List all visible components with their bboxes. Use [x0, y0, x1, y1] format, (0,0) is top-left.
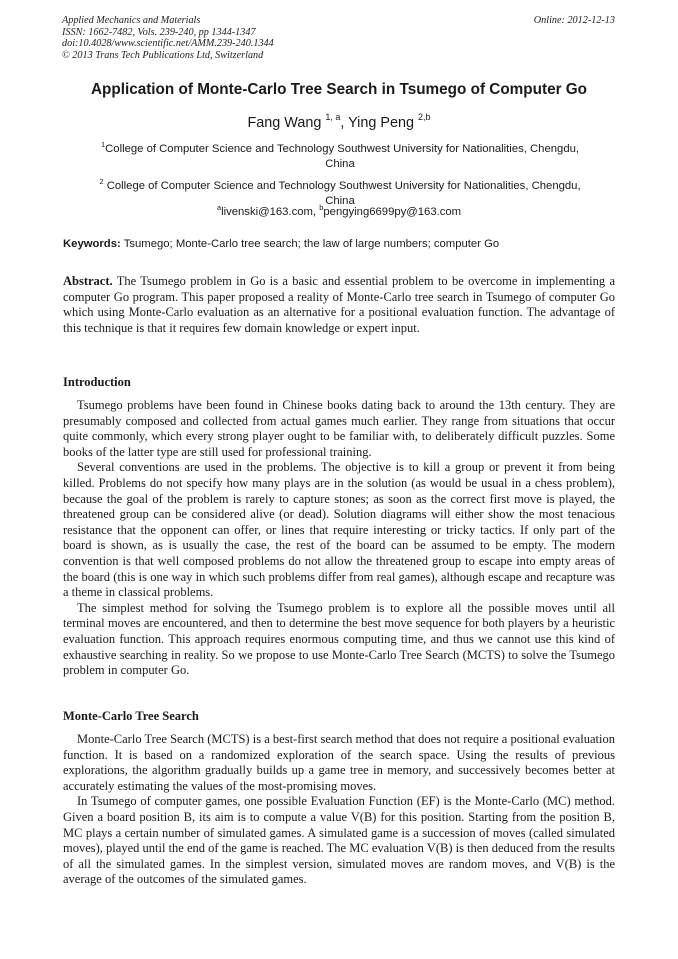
paragraph: Tsumego problems have been found in Chinese books dating back to around the 13th century. They are presumably composed and collected from actual games much earlier. They range from situations that occur quite commonly, which every strong player ought to be familiar with, to deliberately difficult puzzles. Some books of the latter type are still used for professional training.: [63, 398, 615, 459]
author-affiliation-mark: 2,b: [417, 112, 431, 122]
section-body: [63, 732, 615, 888]
keywords: [63, 238, 615, 250]
affiliation-mark: 2: [99, 177, 104, 186]
online-date: Online: 2012-12-13: [533, 15, 615, 26]
issn-line: ISSN: 1662-7482, Vols. 239-240, pp 1344-1347: [62, 26, 256, 38]
paragraph: In Tsumego of computer games, one possible Evaluation Function (EF) is the Monte-Carlo (MC) method. Given a board position B, its aim is to compute a value V(B) for this position. Starting from the position B, MC plays a certain number of simulated games. A simulated game is a succession of moves (called simulated moves), played until the end of the game is reached. The MC evaluation V(B) is then deduced from the results of all the simulated games. In the simplest version, simulated moves are random moves, and V(B) is the average of the outcomes of the simulated games.: [63, 794, 615, 887]
author-separator: ,: [340, 114, 349, 131]
author-name: Fang Wang: [247, 114, 322, 131]
affiliation-text: College of Computer Science and Technology Southwest University for Nationalities, Chengdu, China: [106, 179, 581, 208]
abstract: [63, 274, 615, 336]
abstract-text: The Tsumego problem in Go is a basic and essential problem to be overcome in implementing a computer Go program. This paper proposed a reality of Monte-Carlo tree search in Tsumego of computer Go which using Monte-Carlo evaluation as an alternative for a positional evaluation function. The advantage of this technique is that it requires few domain knowledge or expert input.: [63, 274, 615, 335]
doi-line: doi:10.4028/www.scientific.net/AMM.239-240.1344: [62, 38, 274, 50]
section-body: [63, 398, 615, 679]
section-heading: Introduction: [63, 375, 131, 389]
affiliation: [90, 137, 590, 173]
paragraph: The simplest method for solving the Tsumego problem is to explore all the possible moves until all terminal moves are encountered, and then to determine the best move sequence for both players by a heuristic evaluation function. This approach requires enormous computing time, and thus we cannot use this kind of exhaustive searching in reality. So we propose to use Monte-Carlo Tree Search (MCTS) to solve the Tsumego problem in computer Go.: [63, 600, 615, 678]
affiliation-mark: 1: [100, 140, 106, 149]
journal-metadata: [62, 15, 274, 61]
affiliation-text: College of Computer Science and Technology Southwest University for Nationalities, Chengdu, China: [105, 142, 580, 171]
abstract-label: Abstract.: [63, 274, 113, 288]
copyright-line: © 2013 Trans Tech Publications Ltd, Switzerland: [62, 49, 264, 61]
email-address: pengying6699py@163.com: [323, 205, 462, 218]
journal-name: Applied Mechanics and Materials: [62, 15, 201, 26]
paragraph: Monte-Carlo Tree Search (MCTS) is a best-first search method that does not require a positional evaluation function. It is based on a randomized exploration of the search space. Using the results of previous explorations, the algorithm gradually builds up a game tree in memory, and successively becomes better at accurately estimating the values of the most-promising moves.: [63, 732, 615, 793]
author-line: [0, 113, 678, 131]
email-line: [0, 203, 678, 218]
section-heading: Monte-Carlo Tree Search: [63, 709, 199, 723]
author-affiliation-mark: 1, a: [325, 112, 341, 122]
author-name: Ying Peng: [348, 114, 414, 131]
keywords-label: Keywords:: [63, 238, 121, 250]
email-address: livenski@163.com,: [221, 205, 320, 218]
paragraph: Several conventions are used in the problems. The objective is to kill a group or prevent it from being killed. Problems do not specify how many plays are in the solution (as would be usual in a chess problem), because the goal of the problem is rarely to capture stones; as soon as the correct first move is played, the threatened group can be considered alive (or dead). Solution diagrams will either show the most tenacious resistance that the opponent can offer, or lines that require interesting or tricky tactics. If only part of the board is shown, as is usually the case, the rest of the board can be assumed to be empty. The modern convention is that well composed problems do not allow the threatened group to escape into empty areas of the board (this is one way in which such problems differ from real games), although escape and recapture was a theme in classical problems.: [63, 460, 615, 600]
email-mark: a: [216, 203, 222, 212]
email-mark: b: [319, 203, 324, 212]
keywords-text: Tsumego; Monte-Carlo tree search; the law of large numbers; computer Go: [120, 238, 500, 250]
paper-title: Application of Monte-Carlo Tree Search in Tsumego of Computer Go: [90, 81, 588, 98]
